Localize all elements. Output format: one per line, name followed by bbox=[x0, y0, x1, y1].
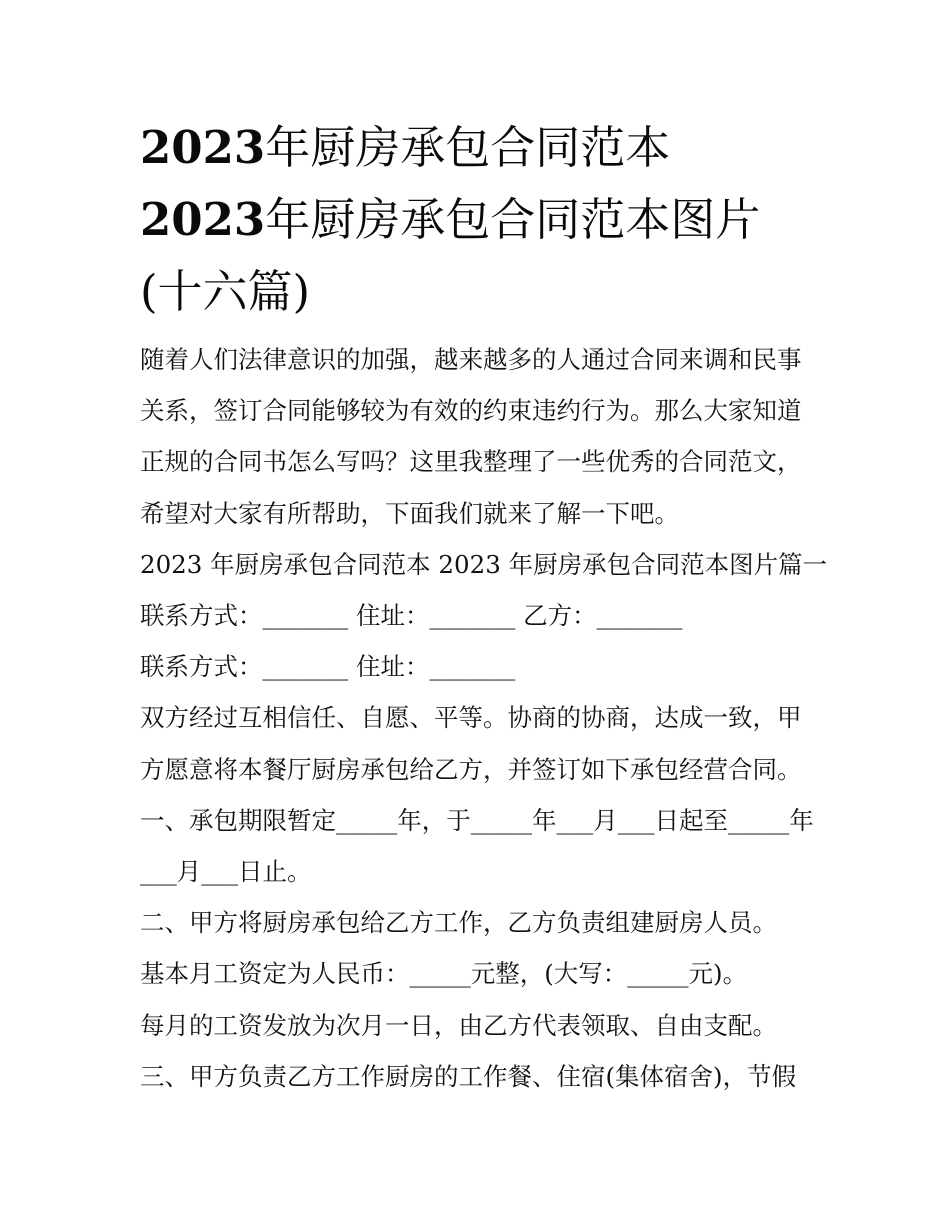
body-line: 希望对大家有所帮助，下面我们就来了解一下吧。 bbox=[140, 498, 679, 528]
body-line: 正规的合同书怎么写吗？这里我整理了一些优秀的合同范文， bbox=[140, 447, 802, 477]
body-line: 双方经过互相信任、自愿、平等。协商的协商，达成一致，甲 bbox=[140, 703, 802, 733]
clause-2-line: 二、甲方将厨房承包给乙方工作，乙方负责组建厨房人员。 bbox=[140, 908, 777, 938]
document-page bbox=[140, 112, 828, 1102]
title-year-2: 2023 bbox=[140, 193, 266, 246]
clause-1-line: 一、承包期限暂定_____年，于_____年___月___日起至_____年 bbox=[140, 805, 814, 835]
document-title-line-2 bbox=[140, 184, 820, 256]
document-title-line-1 bbox=[140, 112, 820, 184]
contact-line-2: 联系方式：_______ 住址：_______ bbox=[140, 652, 516, 682]
body-line: 随着人们法律意识的加强，越来越多的人通过合同来调和民事 bbox=[140, 345, 802, 374]
section-heading: 2023 年厨房承包合同范本 2023 年厨房承包合同范本图片篇一 bbox=[140, 549, 828, 579]
salary-payment-line: 每月的工资发放为次月一日，由乙方代表领取、自由支配。 bbox=[140, 1010, 777, 1040]
clause-1-line: ___月___日止。 bbox=[140, 857, 312, 887]
title-text-2: 年厨房承包合同范本图片 bbox=[265, 193, 761, 246]
document-title-line-3: (十六篇) bbox=[140, 265, 311, 318]
body-line: 关系，签订合同能够较为有效的约束违约行为。那么大家知道 bbox=[140, 396, 802, 426]
salary-line: 基本月工资定为人民币：_____元整，(大写：_____元)。 bbox=[140, 959, 748, 989]
contact-line-1: 联系方式：_______ 住址：_______ 乙方：_______ bbox=[140, 601, 683, 631]
body-line: 方愿意将本餐厅厨房承包给乙方，并签订如下承包经营合同。 bbox=[140, 754, 802, 784]
clause-3-line: 三、甲方负责乙方工作厨房的工作餐、住宿(集体宿舍)，节假 bbox=[140, 1061, 797, 1091]
document-body bbox=[140, 334, 828, 1102]
title-year-1: 2023 bbox=[140, 121, 266, 174]
title-text-1: 年厨房承包合同范本 bbox=[265, 121, 671, 174]
